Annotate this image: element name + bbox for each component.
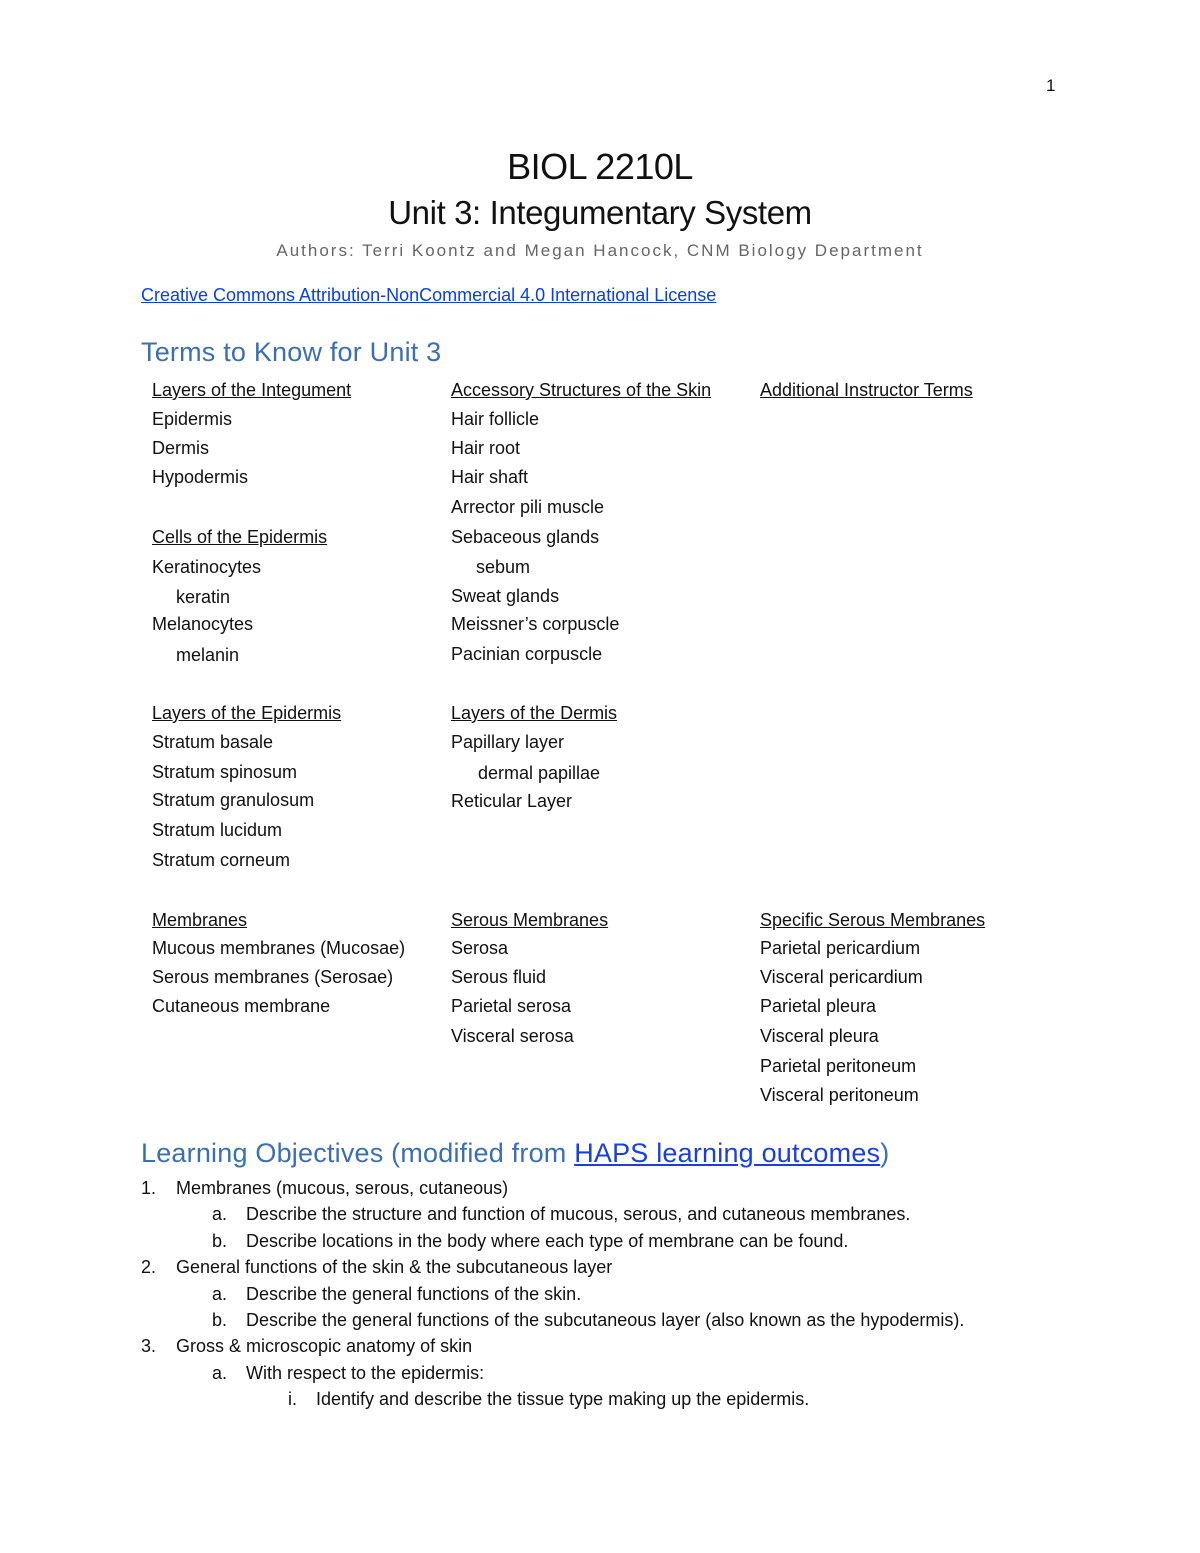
specific-serous-header: Specific Serous Membranes: [760, 910, 986, 930]
term-item: Meissner’s corpuscle: [451, 614, 620, 634]
objectives-heading: [141, 1138, 889, 1169]
terms-heading: Terms to Know for Unit 3: [141, 337, 442, 367]
objective-letter: a.: [212, 1284, 228, 1304]
layers-dermis-header: Layers of the Dermis: [451, 703, 618, 723]
term-item: Visceral pericardium: [760, 967, 923, 987]
objective-text: Membranes (mucous, serous, cutaneous): [176, 1178, 509, 1198]
term-item: Melanocytes: [152, 614, 254, 634]
additional-terms-header: Additional Instructor Terms: [760, 380, 973, 400]
term-item: Visceral pleura: [760, 1026, 879, 1046]
term-item: Sebaceous glands: [451, 527, 600, 547]
term-item: Reticular Layer: [451, 791, 573, 811]
term-item: Serous membranes (Serosae): [152, 967, 394, 987]
objective-text: Describe the structure and function of mucous, serous, and cutaneous membranes.: [246, 1204, 911, 1224]
objective-text: Describe the general functions of the skin.: [246, 1284, 582, 1304]
objective-number: 2.: [141, 1257, 157, 1277]
term-item: Hypodermis: [152, 467, 249, 487]
layers-integument-header: Layers of the Integument: [152, 380, 352, 400]
serous-membranes-header: Serous Membranes: [451, 910, 609, 930]
term-item: Serous fluid: [451, 967, 547, 987]
term-subitem: keratin: [176, 587, 231, 607]
objective-roman: i.: [288, 1389, 297, 1409]
objective-text: With respect to the epidermis:: [246, 1363, 485, 1383]
accessory-structures-header: Accessory Structures of the Skin: [451, 380, 712, 400]
objective-text: Describe the general functions of the subcutaneous layer (also known as the hypodermis).: [246, 1310, 965, 1330]
term-item: Papillary layer: [451, 732, 565, 752]
term-item: Cutaneous membrane: [152, 996, 331, 1016]
objective-letter: b.: [212, 1231, 228, 1251]
term-item: Hair shaft: [451, 467, 529, 487]
cells-epidermis-header: Cells of the Epidermis: [152, 527, 328, 547]
term-item: Keratinocytes: [152, 557, 262, 577]
objective-letter: a.: [212, 1363, 228, 1383]
unit-title: Unit 3: Integumentary System: [388, 194, 812, 231]
term-subitem: sebum: [476, 557, 531, 577]
term-item: Epidermis: [152, 409, 233, 429]
objective-text: Gross & microscopic anatomy of skin: [176, 1336, 473, 1356]
license-link[interactable]: Creative Commons Attribution-NonCommercial 4.0 International License: [141, 285, 717, 305]
objective-letter: b.: [212, 1310, 228, 1330]
term-item: Sweat glands: [451, 586, 560, 606]
term-item: Parietal pericardium: [760, 938, 921, 958]
term-item: Parietal pleura: [760, 996, 877, 1016]
objective-text: Identify and describe the tissue type making up the epidermis.: [316, 1389, 810, 1409]
objective-text: Describe locations in the body where each type of membrane can be found.: [246, 1231, 849, 1251]
term-item: Serosa: [451, 938, 509, 958]
objective-text: General functions of the skin & the subcutaneous layer: [176, 1257, 613, 1277]
layers-epidermis-header: Layers of the Epidermis: [152, 703, 342, 723]
haps-outcomes-link[interactable]: HAPS learning outcomes: [574, 1138, 881, 1168]
term-item: Stratum granulosum: [152, 790, 315, 810]
objective-number: 3.: [141, 1336, 157, 1356]
objectives-heading-suffix: ): [880, 1138, 890, 1168]
term-subitem: melanin: [176, 645, 240, 665]
term-item: Visceral peritoneum: [760, 1085, 919, 1105]
term-subitem: dermal papillae: [478, 763, 601, 783]
term-item: Stratum basale: [152, 732, 274, 752]
term-item: Parietal peritoneum: [760, 1056, 917, 1076]
term-item: Stratum spinosum: [152, 762, 298, 782]
term-item: Parietal serosa: [451, 996, 572, 1016]
term-item: Arrector pili muscle: [451, 497, 605, 517]
term-item: Dermis: [152, 438, 209, 458]
membranes-header: Membranes: [152, 910, 248, 930]
objective-letter: a.: [212, 1204, 228, 1224]
page-number: 1: [1046, 76, 1056, 95]
course-title: BIOL 2210L: [507, 146, 693, 187]
term-item: Pacinian corpuscle: [451, 644, 603, 664]
term-item: Hair root: [451, 438, 521, 458]
term-item: Stratum lucidum: [152, 820, 283, 840]
authors-line: Authors: Terri Koontz and Megan Hancock, CNM Biology Department: [276, 241, 924, 260]
term-item: Stratum corneum: [152, 850, 291, 870]
term-item: Hair follicle: [451, 409, 540, 429]
term-item: Mucous membranes (Mucosae): [152, 938, 406, 958]
objectives-heading-prefix: Learning Objectives (modified from: [141, 1138, 575, 1168]
objective-number: 1.: [141, 1178, 157, 1198]
term-item: Visceral serosa: [451, 1026, 574, 1046]
